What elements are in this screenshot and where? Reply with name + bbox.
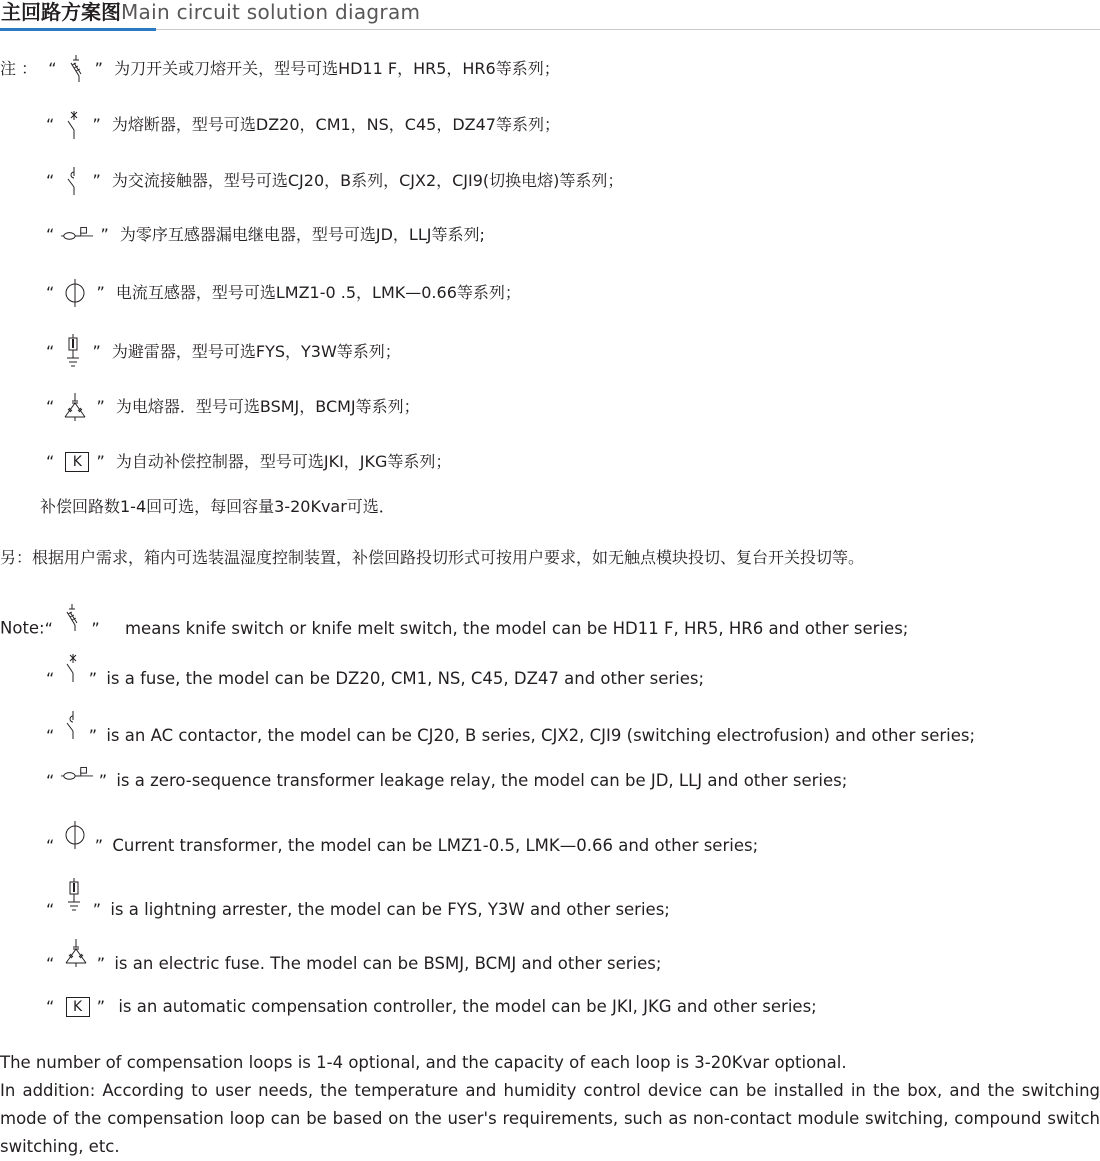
en-note-text: is a lightning arrester, the model can be FYS, Y3W and other series; (110, 899, 670, 919)
en-note-text: Current transformer, the model can be LMZ1-0.5, LMK—0.66 and other series; (112, 835, 759, 855)
knife-switch-icon (64, 618, 80, 637)
en-note-row-7 (46, 938, 661, 975)
close-quote: ” (96, 283, 105, 302)
capacitor-icon (61, 953, 91, 972)
open-quote: “ (46, 770, 55, 790)
zh-additional-text: 另：根据用户需求，箱内可选装温湿度控制装置，补偿回路投切形式可按用户要求，如无触点模块投切、复台开关投切等。 (0, 548, 865, 567)
close-quote: ” (96, 397, 105, 416)
close-quote: ” (100, 224, 109, 244)
controller-k-icon: K (66, 997, 90, 1017)
en-note-row-4 (46, 765, 847, 792)
knife-switch-icon (68, 54, 84, 84)
close-quote: ” (91, 618, 100, 638)
zh-note-row-8 (46, 450, 451, 473)
open-quote: “ (46, 283, 55, 302)
zh-note-text: 为零序互感器漏电继电器，型号可选JD，LLJ等系列; (119, 224, 485, 244)
ac-contactor-icon (64, 725, 80, 744)
close-quote: ” (92, 115, 101, 134)
zh-note-text: 为自动补偿控制器，型号可选JKI，JKG等系列； (115, 451, 452, 471)
zh-note-row-3 (46, 166, 623, 196)
zh-note-row-4 (46, 223, 485, 246)
zh-note-label: 注 ： (0, 59, 38, 78)
en-note-label: Note: (0, 618, 45, 638)
zh-note-text: 为交流接触器，型号可选CJ20，B系列，CJX2，CJI9(切换电熔)等系列； (111, 171, 624, 190)
controller-k-icon: K (65, 452, 89, 472)
title-en: Main circuit solution diagram (121, 0, 421, 24)
open-quote: “ (46, 953, 55, 973)
zh-note-text: 电流互感器，型号可选LMZ1-0 .5，LMK—0.66等系列； (115, 283, 521, 302)
zh-note-row-6 (46, 334, 401, 370)
en-note-text: means knife switch or knife melt switch, the model can be HD11 F, HR5, HR6 and other series; (124, 618, 909, 638)
close-quote: ” (94, 59, 103, 78)
open-quote: “ (46, 725, 55, 745)
zh-note-row-2 (46, 110, 560, 140)
en-note-row-1 (0, 603, 908, 640)
open-quote: “ (44, 618, 53, 638)
section-header (0, 0, 1100, 32)
close-quote: ” (98, 770, 108, 790)
en-note-text: is a fuse, the model can be DZ20, CM1, NS, C45, DZ47 and other series; (106, 668, 705, 688)
open-quote: “ (46, 668, 55, 688)
open-quote: “ (46, 171, 55, 190)
en-additional-text: In addition: According to user needs, the temperature and humidity control device can be installed in the box, and the switching mode of the compensation loop can be based on the user's requirements, such as non-contact module switching, compound switch switching, etc. (0, 1081, 1100, 1156)
open-quote: “ (46, 397, 55, 416)
close-quote: ” (94, 835, 104, 855)
en-note-text: is an electric fuse. The model can be BSMJ, BCMJ and other series; (114, 953, 662, 973)
ac-contactor-icon (65, 166, 81, 196)
title-zh: 主回路方案图 (1, 0, 121, 24)
zh-note-text: 为刀开关或刀熔开关，型号可选HD11 F，HR5，HR6等系列； (114, 59, 560, 78)
zero-sequence-transformer-icon (60, 770, 94, 789)
current-transformer-icon (63, 835, 87, 854)
close-quote: ” (88, 725, 98, 745)
close-quote: ” (92, 342, 101, 361)
en-note-row-3 (46, 710, 975, 747)
zh-note-text: 为电熔器．型号可选BSMJ，BCMJ等系列； (115, 397, 420, 416)
close-quote: ” (88, 668, 98, 688)
open-quote: “ (46, 115, 55, 134)
close-quote: ” (96, 451, 105, 471)
current-transformer-icon (63, 278, 87, 308)
fuse-icon (64, 668, 80, 687)
header-divider (0, 29, 1100, 30)
close-quote: ” (92, 899, 102, 919)
en-note-row-8 (46, 995, 817, 1018)
zh-note-row-7 (46, 392, 420, 422)
fuse-icon (65, 110, 81, 140)
open-quote: “ (46, 899, 55, 919)
lightning-arrester-icon (65, 334, 81, 370)
en-note-text: is a zero-sequence transformer leakage relay, the model can be JD, LLJ and other series; (116, 770, 848, 790)
zh-note-row-5 (46, 278, 521, 308)
capacitor-icon (60, 392, 90, 422)
open-quote: “ (46, 835, 55, 855)
en-note-row-6 (46, 878, 670, 921)
open-quote: “ (46, 342, 55, 361)
open-quote: “ (46, 224, 55, 244)
close-quote: ” (92, 171, 101, 190)
lightning-arrester-icon (66, 899, 82, 918)
page-title (1, 0, 420, 27)
open-quote: “ (46, 451, 55, 471)
en-note-row-5 (46, 820, 758, 857)
en-note-text: is an AC contactor, the model can be CJ20, B series, CJX2, CJI9 (switching electrofusion) and other series; (106, 725, 976, 745)
close-quote: ” (96, 996, 106, 1016)
zh-note-row-1 (0, 54, 560, 84)
en-loops-text: The number of compensation loops is 1-4 optional, and the capacity of each loop is 3-20Kvar optional. (0, 1053, 847, 1072)
open-quote: “ (48, 59, 57, 78)
zero-sequence-transformer-icon (60, 225, 94, 245)
zh-note-text: 为熔断器，型号可选DZ20，CM1，NS，C45，DZ47等系列； (111, 115, 560, 134)
zh-loops-text: 补偿回路数1-4回可选，每回容量3-20Kvar可选． (40, 497, 395, 516)
zh-note-text: 为避雷器，型号可选FYS，Y3W等系列； (111, 342, 401, 361)
close-quote: ” (96, 953, 106, 973)
en-note-row-2 (46, 653, 704, 690)
en-note-text: is an automatic compensation controller, the model can be JKI, JKG and other series; (118, 996, 817, 1016)
header-accent-bar (0, 28, 156, 31)
open-quote: “ (46, 996, 55, 1016)
